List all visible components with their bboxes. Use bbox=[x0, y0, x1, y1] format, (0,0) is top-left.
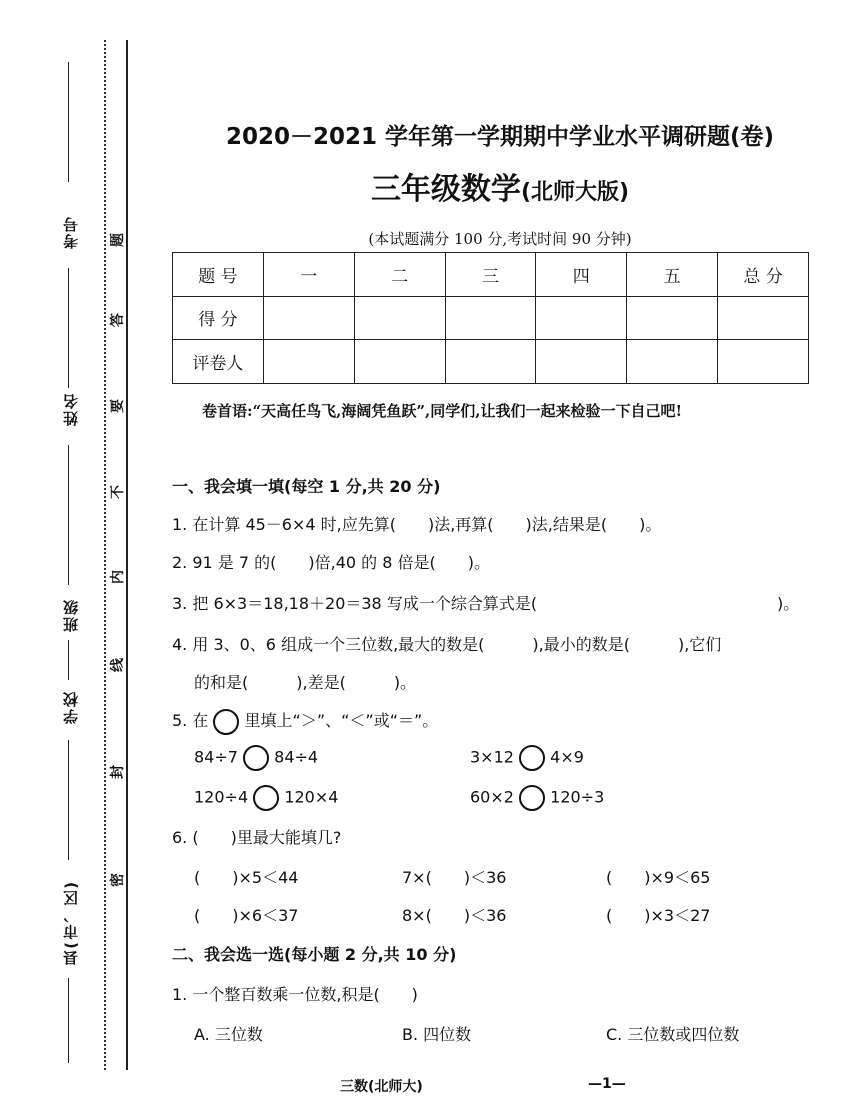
question-2-1: 1. 一个整百数乘一位数,积是( ) bbox=[172, 985, 418, 1004]
fill-item: 8×( )＜36 bbox=[402, 906, 507, 925]
grader-row bbox=[173, 340, 809, 384]
score-table bbox=[172, 252, 809, 384]
question-1-4-cont: 的和是( ),差是( )。 bbox=[194, 673, 417, 692]
compare-right: 120×4 bbox=[284, 787, 339, 807]
grader-cell[interactable] bbox=[718, 340, 809, 384]
compare-left: 120÷4 bbox=[194, 787, 249, 807]
q5-prefix: 5. 在 bbox=[172, 711, 209, 730]
compare-right: 4×9 bbox=[550, 747, 584, 767]
score-table-header-row bbox=[173, 253, 809, 297]
score-header-cell: 总 分 bbox=[718, 253, 809, 297]
grader-cell[interactable] bbox=[536, 340, 627, 384]
score-cell[interactable] bbox=[263, 296, 354, 340]
fill-item: 7×( )＜36 bbox=[402, 868, 507, 887]
question-1-4: 4. 用 3、0、6 组成一个三位数,最大的数是( ),最小的数是( ),它们 bbox=[172, 635, 722, 654]
question-1-1: 1. 在计算 45－6×4 时,应先算( )法,再算( )法,结果是( )。 bbox=[172, 515, 662, 534]
compare-circle[interactable] bbox=[519, 785, 545, 811]
binding-solid-line bbox=[126, 40, 128, 1070]
score-header-cell: 二 bbox=[354, 253, 445, 297]
section1-title: 一、我会填一填(每空 1 分,共 20 分) bbox=[172, 477, 441, 496]
compare-right: 84÷4 bbox=[274, 747, 319, 767]
intro-text: 卷首语:“天高任鸟飞,海阔凭鱼跃”,同学们,让我们一起来检验一下自己吧! bbox=[202, 402, 683, 420]
grader-cell[interactable] bbox=[445, 340, 536, 384]
q5-suffix: 里填上“＞”、“＜”或“＝”。 bbox=[244, 711, 439, 730]
fill-item: ( )×9＜65 bbox=[606, 868, 711, 887]
question-1-5 bbox=[172, 708, 438, 735]
compare-right: 120÷3 bbox=[550, 787, 605, 807]
score-row bbox=[173, 296, 809, 340]
exam-subtitle bbox=[175, 164, 825, 208]
county-line bbox=[68, 978, 69, 1063]
footer-label: 三数(北师大) bbox=[340, 1079, 423, 1095]
compare-item bbox=[470, 785, 604, 811]
score-cell[interactable] bbox=[627, 296, 718, 340]
school-line-top bbox=[68, 640, 69, 680]
section2-title: 二、我会选一选(每小题 2 分,共 10 分) bbox=[172, 945, 457, 964]
score-cell[interactable] bbox=[536, 296, 627, 340]
compare-left: 3×12 bbox=[470, 747, 514, 767]
option-a: A. 三位数 bbox=[194, 1025, 263, 1044]
class-label: 班级 bbox=[62, 598, 80, 632]
seal-word: 答 bbox=[110, 313, 126, 327]
grader-cell[interactable] bbox=[354, 340, 445, 384]
school-line bbox=[68, 740, 69, 860]
score-header-cell: 三 bbox=[445, 253, 536, 297]
seal-word: 封 bbox=[110, 765, 126, 779]
binding-dotted-line bbox=[104, 40, 106, 1070]
exam-title: 2020－2021 学年第一学期期中学业水平调研题(卷) bbox=[225, 124, 775, 150]
name-line bbox=[68, 268, 69, 388]
question-1-2: 2. 91 是 7 的( )倍,40 的 8 倍是( )。 bbox=[172, 553, 491, 572]
compare-circle[interactable] bbox=[253, 785, 279, 811]
compare-item bbox=[194, 785, 338, 811]
seal-word: 内 bbox=[110, 570, 126, 584]
question-1-3: 3. 把 6×3＝18,18＋20＝38 写成一个综合算式是( )。 bbox=[172, 594, 800, 613]
name-label: 姓名 bbox=[62, 392, 80, 426]
exam-no-line bbox=[68, 62, 69, 182]
score-header-cell: 四 bbox=[536, 253, 627, 297]
score-header-cell: 题 号 bbox=[173, 253, 264, 297]
compare-circle[interactable] bbox=[519, 745, 545, 771]
fill-item: ( )×3＜27 bbox=[606, 906, 711, 925]
compare-circle[interactable] bbox=[243, 745, 269, 771]
compare-item bbox=[194, 745, 318, 771]
subject-title: 三年级数学 bbox=[370, 172, 521, 207]
score-row-label: 得 分 bbox=[173, 296, 264, 340]
compare-item bbox=[470, 745, 584, 771]
seal-word: 密 bbox=[110, 873, 126, 887]
score-header-cell: 五 bbox=[627, 253, 718, 297]
exam-note: (本试题满分 100 分,考试时间 90 分钟) bbox=[368, 230, 632, 248]
question-1-6: 6. ( )里最大能填几? bbox=[172, 828, 342, 847]
class-line bbox=[68, 445, 69, 585]
school-label: 学校 bbox=[62, 690, 80, 724]
score-cell[interactable] bbox=[354, 296, 445, 340]
seal-word: 要 bbox=[110, 399, 126, 413]
circle-blank-icon bbox=[213, 709, 239, 735]
fill-item: ( )×5＜44 bbox=[194, 868, 299, 887]
grader-row-label: 评卷人 bbox=[173, 340, 264, 384]
score-cell[interactable] bbox=[445, 296, 536, 340]
page-number: —1— bbox=[588, 1076, 626, 1092]
compare-left: 84÷7 bbox=[194, 747, 238, 767]
grader-cell[interactable] bbox=[263, 340, 354, 384]
seal-word: 不 bbox=[110, 485, 126, 499]
option-c: C. 三位数或四位数 bbox=[606, 1025, 740, 1044]
edition-label: (北师大版) bbox=[520, 180, 630, 205]
score-cell[interactable] bbox=[718, 296, 809, 340]
fill-item: ( )×6＜37 bbox=[194, 906, 299, 925]
option-b: B. 四位数 bbox=[402, 1025, 472, 1044]
grader-cell[interactable] bbox=[627, 340, 718, 384]
exam-no-label: 考号 bbox=[62, 215, 80, 249]
seal-word: 线 bbox=[110, 658, 126, 672]
score-header-cell: 一 bbox=[263, 253, 354, 297]
county-label: 县(市、区) bbox=[62, 880, 80, 966]
seal-word: 题 bbox=[110, 233, 126, 247]
compare-left: 60×2 bbox=[470, 787, 514, 807]
